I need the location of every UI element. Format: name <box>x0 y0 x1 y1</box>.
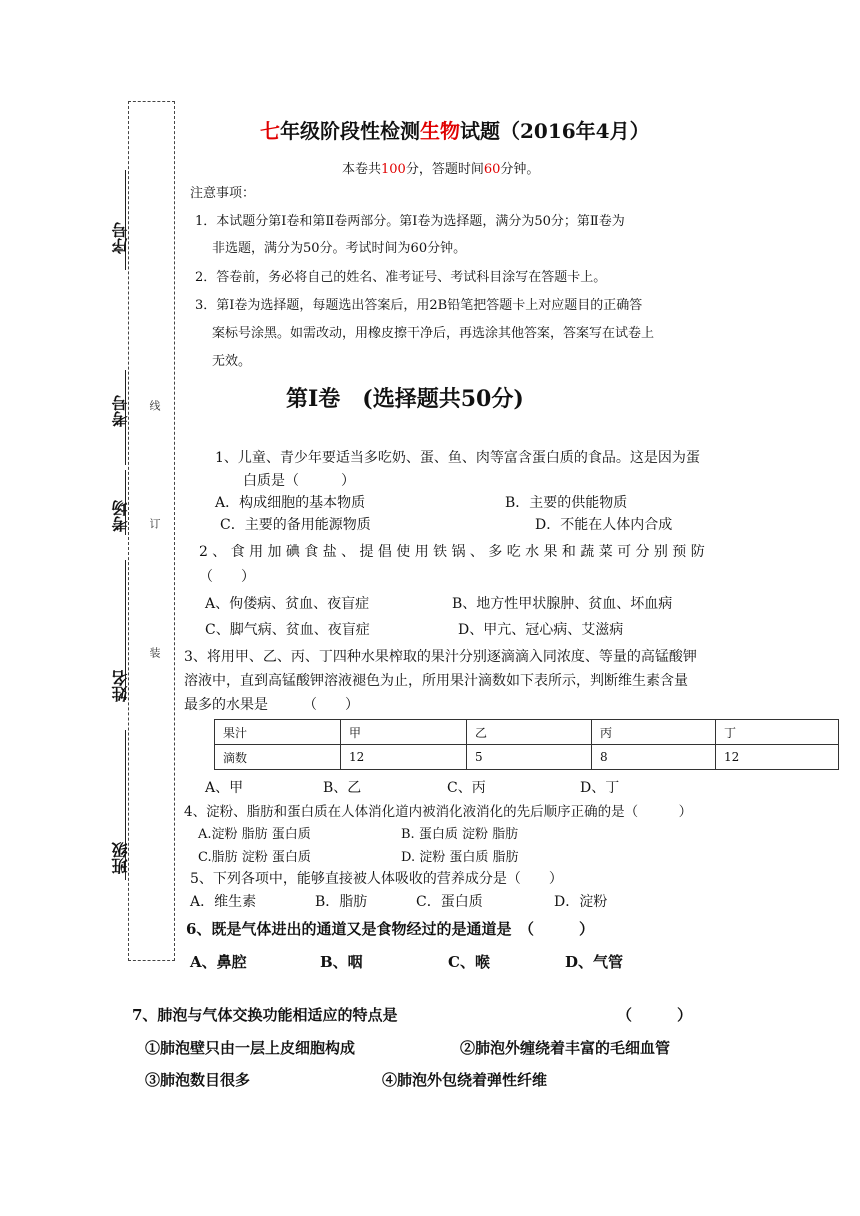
q1-option-a: A．构成细胞的基本物质 <box>215 495 366 511</box>
q5-option-c: C．蛋白质 <box>416 894 483 910</box>
sidebar-exam-room-label: 考场 <box>111 500 130 532</box>
table-cell: 5 <box>467 745 592 770</box>
table-cell: 8 <box>592 745 716 770</box>
binding-bind-mark: 装 <box>148 647 161 658</box>
table-cell: 12 <box>716 745 839 770</box>
table-cell: 乙 <box>467 720 592 745</box>
table-cell: 丁 <box>716 720 839 745</box>
q2-stem-cont: （ ） <box>199 569 255 585</box>
q6-option-b: B、咽 <box>320 953 363 971</box>
table-cell: 丙 <box>592 720 716 745</box>
q7-option-4: ④肺泡外包绕着弹性纤维 <box>382 1071 548 1089</box>
q3-option-a: A、甲 <box>205 780 244 796</box>
q7-answer-bracket: （ ） <box>617 1006 693 1024</box>
q4-stem: 4、淀粉、脂肪和蛋白质在人体消化道内被消化液消化的先后顺序正确的是（ ） <box>184 804 693 820</box>
q7-option-1: ①肺泡壁只由一层上皮细胞构成 <box>145 1039 356 1057</box>
page-subtitle: 本卷共100分，答题时间60分钟。 <box>342 162 540 177</box>
q6-option-c: C、喉 <box>448 953 490 971</box>
notice-item-2: 2．答卷前，务必将自己的姓名、准考证号、考试科目涂写在答题卡上。 <box>195 270 607 285</box>
q4-option-d: D. 淀粉 蛋白质 脂肪 <box>401 850 519 865</box>
sidebar-exam-no-label: 考号 <box>111 395 130 427</box>
q3-stem: 3、将用甲、乙、丙、丁四种水果榨取的果汁分别逐滴滴入同浓度、等量的高锰酸钾 <box>184 649 697 665</box>
table-row <box>215 745 839 770</box>
notice-item-1-cont: 非选题，满分为50分。考试时间为60分钟。 <box>212 241 467 256</box>
q4-option-c: C.脂肪 淀粉 蛋白质 <box>198 850 311 865</box>
table-cell: 甲 <box>341 720 467 745</box>
q2-option-d: D、甲亢、冠心病、艾滋病 <box>458 622 624 638</box>
q3-option-b: B、乙 <box>323 780 362 796</box>
q5-option-b: B．脂肪 <box>315 894 368 910</box>
q2-stem: 2、食用加碘食盐、提倡使用铁锅、多吃水果和蔬菜可分别预防 <box>199 544 710 560</box>
q1-option-d: D．不能在人体内合成 <box>535 517 673 533</box>
binding-line-mark: 线 <box>148 400 161 411</box>
sidebar-name-label: 姓名 <box>111 670 130 702</box>
notice-item-3-cont: 案标号涂黑。如需改动，用橡皮擦干净后，再选涂其他答案，答案写在试卷上 <box>212 326 655 341</box>
q6-stem: 6、既是气体进出的通道又是食物经过的是通道是 （ ） <box>186 920 594 938</box>
q3-option-c: C、丙 <box>447 780 486 796</box>
q7-stem: 7、肺泡与气体交换功能相适应的特点是 <box>132 1006 398 1024</box>
sidebar-seq-label: 序号 <box>111 222 130 254</box>
notice-item-3-end: 无效。 <box>212 354 252 369</box>
table-cell: 12 <box>341 745 467 770</box>
section-title: 第Ⅰ卷 (选择题共50分) <box>286 386 524 412</box>
notice-item-1: 1．本试题分第Ⅰ卷和第Ⅱ卷两部分。第Ⅰ卷为选择题，满分为50分；第Ⅱ卷为 <box>195 214 625 229</box>
q5-stem: 5、下列各项中，能够直接被人体吸收的营养成分是（ ） <box>190 871 563 887</box>
table-cell: 滴数 <box>215 745 341 770</box>
table-row <box>215 720 839 745</box>
q3-stem-end: 最多的水果是 （ ） <box>184 697 359 713</box>
q2-option-c: C、脚气病、贫血、夜盲症 <box>205 622 370 638</box>
q7-option-2: ②肺泡外缠绕着丰富的毛细血管 <box>460 1039 671 1057</box>
page-title: 七年级阶段性检测生物试题（2016年4月） <box>260 119 650 143</box>
q1-stem-cont: 白质是（ ） <box>243 473 355 489</box>
q3-stem-cont: 溶液中，直到高锰酸钾溶液褪色为止，所用果汁滴数如下表所示，判断维生素含量 <box>184 673 688 689</box>
q5-option-d: D．淀粉 <box>554 894 608 910</box>
table-cell: 果汁 <box>215 720 341 745</box>
q1-option-b: B．主要的供能物质 <box>505 495 628 511</box>
sidebar-class-label: 班级 <box>111 842 130 874</box>
q2-option-a: A、佝偻病、贫血、夜盲症 <box>205 596 370 612</box>
binding-order-mark: 订 <box>148 518 161 529</box>
q1-stem: 1、儿童、青少年要适当多吃奶、蛋、鱼、肉等富含蛋白质的食品。这是因为蛋 <box>215 450 700 466</box>
juice-drops-table <box>214 719 839 770</box>
q1-option-c: C．主要的备用能源物质 <box>220 517 371 533</box>
notice-item-3: 3．第Ⅰ卷为选择题，每题选出答案后，用2B铅笔把答题卡上对应题目的正确答 <box>195 298 643 313</box>
binding-strip <box>128 101 175 961</box>
seq-underline <box>125 170 126 270</box>
q5-option-a: A．维生素 <box>190 894 257 910</box>
q6-option-d: D、气管 <box>565 953 624 971</box>
q2-option-b: B、地方性甲状腺肿、贫血、坏血病 <box>452 596 673 612</box>
q7-option-3: ③肺泡数目很多 <box>145 1071 251 1089</box>
notice-heading: 注意事项： <box>190 186 256 201</box>
q6-option-a: A、鼻腔 <box>190 953 247 971</box>
q4-option-a: A.淀粉 脂肪 蛋白质 <box>198 827 311 842</box>
q3-option-d: D、丁 <box>580 780 620 796</box>
q4-option-b: B. 蛋白质 淀粉 脂肪 <box>401 827 519 842</box>
